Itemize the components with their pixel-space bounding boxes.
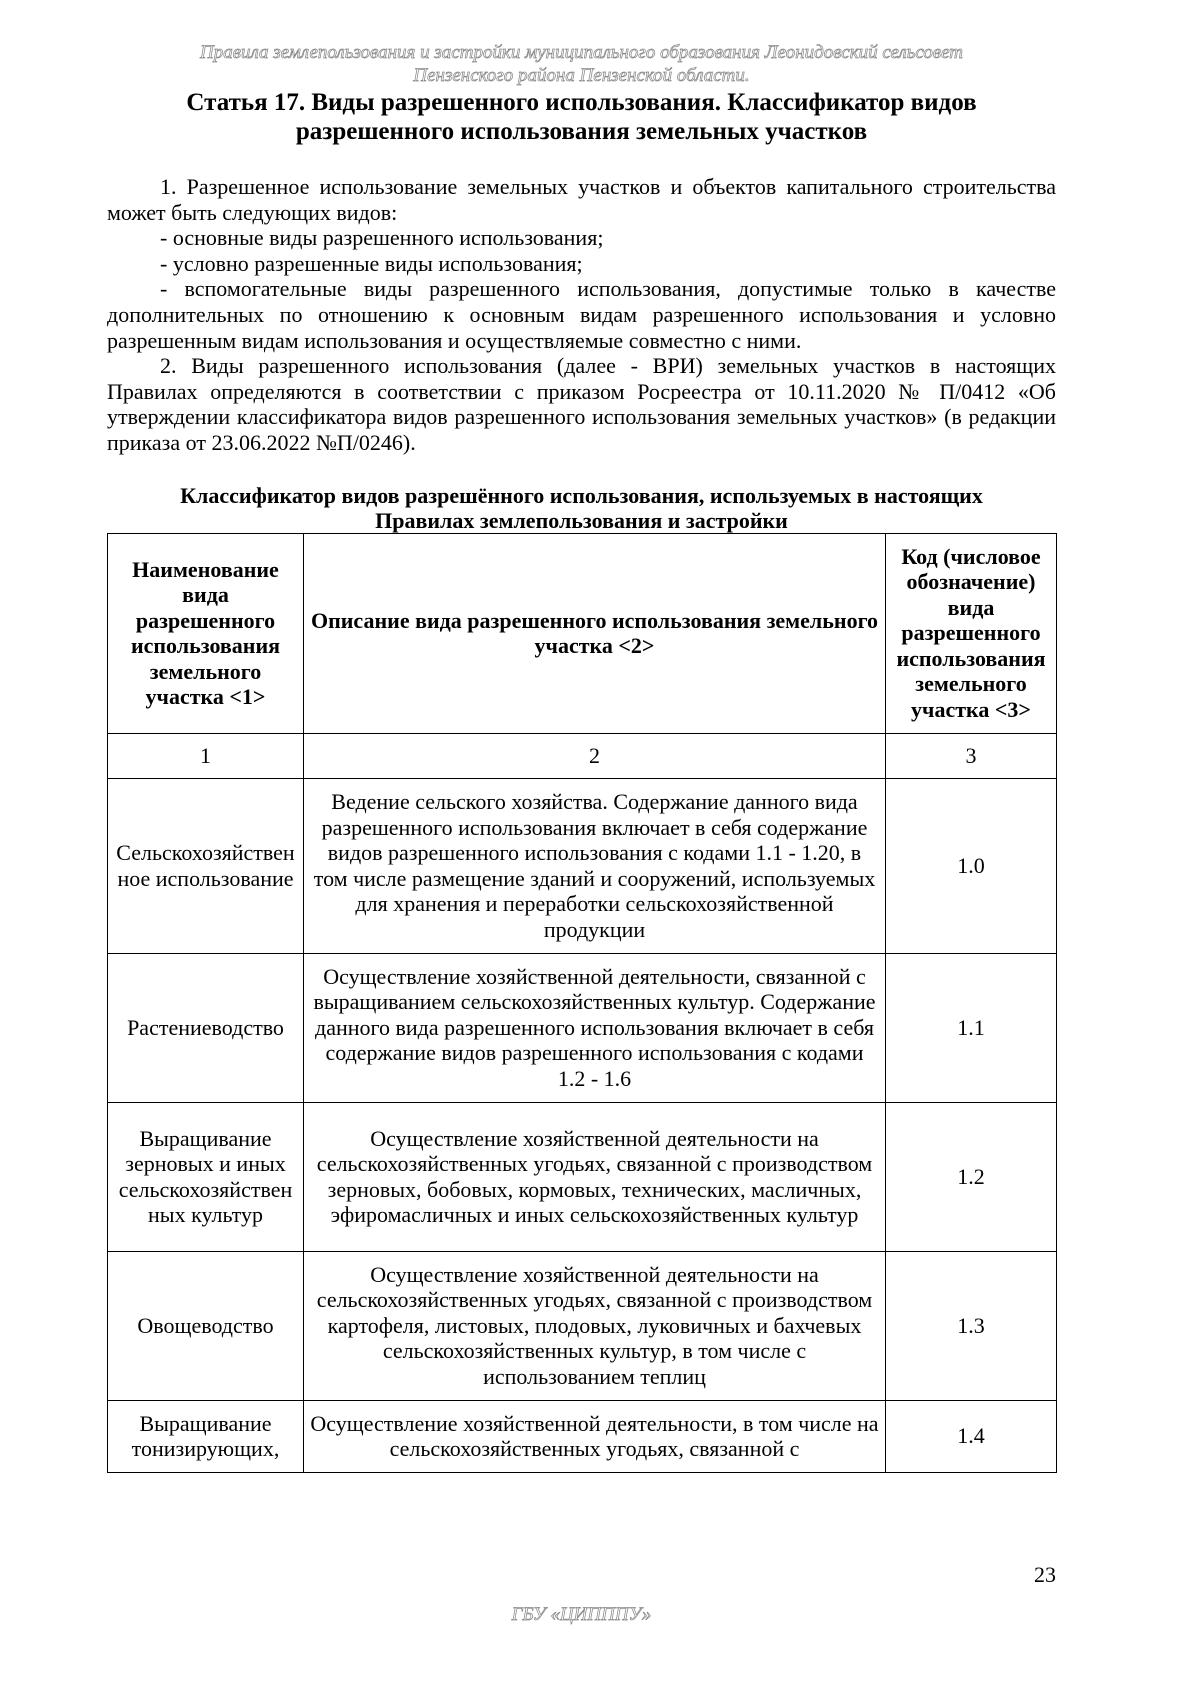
column-number-cell: 3: [886, 733, 1057, 778]
article-body: [107, 174, 1056, 456]
cell-description: Осуществление хозяйственной деятельности на сельскохозяйственных угодьях, связанной с производством картофеля, листовых, плодовых, луковичных и бахчевых сельскохозяйственных культур, в том числе с использованием теплиц: [304, 1251, 886, 1400]
article-list-item: - условно разрешенные виды использования;: [160, 250, 583, 276]
article-list-item: - вспомогательные виды разрешенного использования, допустимые только в качестве дополнительных по отношению к основным видам разрешенного использования и условно разрешенным видам использования и осуществляемые совместно с ними.: [107, 276, 1056, 353]
table-row: [108, 778, 1057, 953]
cell-code: 1.1: [886, 953, 1057, 1102]
column-number-cell: 2: [304, 733, 886, 778]
table-row: [108, 1400, 1057, 1472]
table-caption-line: Правилах землепользования и застройки: [375, 507, 788, 533]
cell-name: Растениеводство: [108, 953, 304, 1102]
cell-code: 1.3: [886, 1251, 1057, 1400]
article-title-line: разрешенного использования земельных участков: [295, 118, 868, 145]
cell-code: 1.4: [886, 1400, 1057, 1472]
table-row: [108, 1102, 1057, 1251]
cell-name: Выращивание тонизирующих,: [108, 1400, 304, 1472]
running-footer: ГБУ «ЦИПППУ»: [511, 1604, 652, 1625]
running-header-line: Пензенского района Пензенской области.: [413, 65, 750, 86]
cell-code: 1.0: [886, 778, 1057, 953]
page-content: [107, 41, 1056, 1473]
article-title-line: Статья 17. Виды разрешенного использования. Классификатор видов: [186, 89, 977, 116]
table-row: [108, 1251, 1057, 1400]
cell-description: Ведение сельского хозяйства. Содержание данного вида разрешенного использования включает в себя содержание видов разрешенного использования с кодами 1.1 - 1.20, в том числе размещение зданий и сооружений, используемых для хранения и переработки сельскохозяйственной продукции: [304, 778, 886, 953]
article-paragraph: 2. Виды разрешенного использования (далее - ВРИ) земельных участков в настоящих Правилах определяются в соответствии с приказом Росреестра от 10.11.2020 № П/0412 «Об утверждении классификатора видов разрешенного использования земельных участков» (в редакции приказа от 23.06.2022 №П/0246).: [107, 353, 1056, 455]
cell-description: Осуществление хозяйственной деятельности, связанной с выращиванием сельскохозяйственных культур. Содержание данного вида разрешенного использования включает в себя содержание видов разрешенного использования с кодами 1.2 - 1.6: [304, 953, 886, 1102]
column-number-cell: 1: [108, 733, 304, 778]
page-number: 23: [1034, 1562, 1056, 1587]
table-row: [108, 953, 1057, 1102]
cell-code: 1.2: [886, 1102, 1057, 1251]
table-body: [108, 733, 1057, 1472]
table-caption: [107, 483, 1056, 533]
running-header-line: Правила землепользования и застройки муниципального образования Леонидовский сельсовет: [199, 42, 964, 63]
cell-name: Сельскохозяйственное использование: [108, 778, 304, 953]
cell-description: Осуществление хозяйственной деятельности, в том числе на сельскохозяйственных угодьях, связанной с: [304, 1400, 886, 1472]
column-number-row: [108, 733, 1057, 778]
cell-name: Выращивание зерновых и иных сельскохозяйственных культур: [108, 1102, 304, 1251]
header-cell-description: Описание вида разрешенного использования земельного участка <2>: [304, 533, 886, 733]
table-caption-line: Классификатор видов разрешённого использования, используемых в настоящих: [180, 482, 983, 508]
article-list-item: - основные виды разрешенного использования;: [160, 225, 604, 251]
header-cell-name: Наименование вида разрешенного использования земельного участка <1>: [108, 533, 304, 733]
classifier-table: [107, 533, 1057, 1473]
article-paragraph: 1. Разрешенное использование земельных участков и объектов капитального строительства может быть следующих видов:: [107, 174, 1056, 225]
table-head: [108, 533, 1057, 733]
header-cell-code: Код (числовое обозначение) вида разрешенного использования земельного участка <3>: [886, 533, 1057, 733]
running-header: [107, 41, 1056, 87]
article-title: [107, 88, 1056, 146]
cell-name: Овощеводство: [108, 1251, 304, 1400]
cell-description: Осуществление хозяйственной деятельности на сельскохозяйственных угодьях, связанной с производством зерновых, бобовых, кормовых, технических, масличных, эфиромасличных и иных сельскохозяйственных культур: [304, 1102, 886, 1251]
table-header-row: [108, 533, 1057, 733]
